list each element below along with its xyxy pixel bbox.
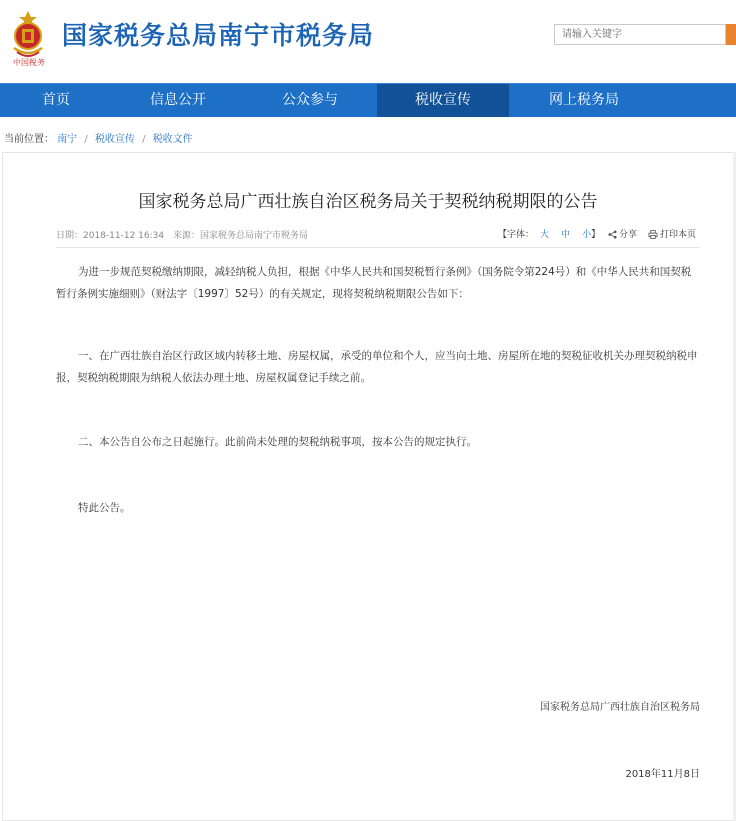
share-label: 分享 (619, 230, 638, 240)
font-size-large[interactable]: 大 (540, 230, 550, 240)
article-meta (56, 228, 314, 241)
article-paragraph-item-1: 一、在广西壮族自治区行政区域内转移土地、房屋权属，承受的单位和个人，应当向土地、房屋所在地的契税征收机关办理契税纳税申报，契税纳税期限为纳税人依法办理土地、房屋权属登记手续之前。 (56, 350, 698, 384)
article-signature: 国家税务总局广西壮族自治区税务局 (540, 702, 700, 713)
emblem-caption: 中国税务 (13, 58, 45, 67)
breadcrumb-item-tax-publicity[interactable]: 税收宣传 (94, 134, 135, 145)
breadcrumb-item-nanning[interactable]: 南宁 (57, 134, 78, 145)
site-header (0, 0, 736, 82)
article-title: 国家税务总局广西壮族自治区税务局关于契税纳税期限的公告 (138, 192, 598, 212)
breadcrumb-item-tax-documents[interactable]: 税收文件 (152, 134, 193, 145)
nav-item-tax-publicity[interactable]: 税收宣传 (377, 84, 509, 117)
article-panel (2, 152, 736, 821)
breadcrumb-prefix: 当前位置： (4, 134, 54, 145)
font-bracket-open: 【 (498, 230, 508, 240)
tax-emblem-icon (8, 10, 48, 64)
font-bracket-close: 】 (591, 230, 601, 240)
search-input[interactable] (555, 25, 725, 44)
share-icon (608, 230, 617, 239)
breadcrumb (4, 130, 193, 145)
font-size-medium[interactable]: 中 (561, 230, 571, 240)
nav-item-home[interactable]: 首页 (42, 92, 70, 108)
article-source: 来源：国家税务总局南宁市税务局 (172, 231, 308, 241)
breadcrumb-separator: / (84, 134, 88, 145)
font-size-tools (498, 227, 600, 240)
site-title[interactable]: 国家税务总局南宁市税务局 (62, 21, 375, 50)
meta-divider (56, 247, 700, 248)
search-box (554, 24, 726, 45)
nav-item-info-disclosure[interactable]: 信息公开 (150, 92, 206, 108)
font-size-label: 字体： (507, 230, 535, 240)
breadcrumb-separator: / (142, 134, 146, 145)
nav-item-public-participation[interactable]: 公众参与 (282, 92, 338, 108)
print-label: 打印本页 (660, 230, 697, 240)
nav-item-online-tax-bureau[interactable]: 网上税务局 (549, 92, 619, 108)
article-paragraph-intro: 为进一步规范契税缴纳期限，减轻纳税人负担，根据《中华人民共和国契税暂行条例》（国务院令第224号）和《中华人民共和国契税暂行条例实施细则》（财法字〔1997〕52号）的有关规定，现将契税纳税期限公告如下： (56, 266, 692, 300)
search-button[interactable] (726, 24, 736, 45)
article-paragraph-item-2: 二、本公告自公布之日起施行。此前尚未处理的契税纳税事项，按本公告的规定执行。 (78, 436, 477, 448)
print-icon (648, 230, 658, 239)
print-link[interactable] (648, 227, 696, 240)
share-link[interactable] (608, 227, 637, 240)
article-paragraph-closing: 特此公告。 (78, 502, 131, 514)
article-sign-date: 2018年11月8日 (625, 769, 700, 780)
font-size-small[interactable]: 小 (582, 230, 592, 240)
article-date: 日期：2018-11-12 16:34 (56, 231, 165, 241)
main-nav (0, 83, 736, 117)
